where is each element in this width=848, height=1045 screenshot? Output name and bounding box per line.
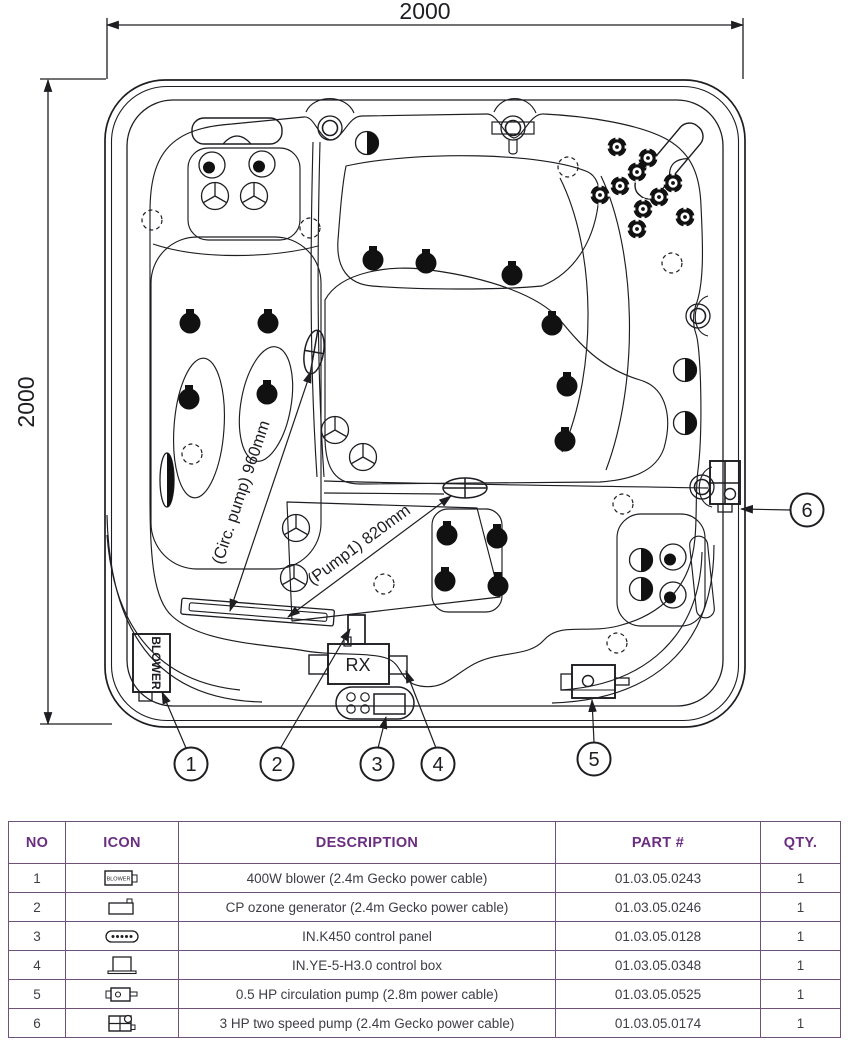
svg-text:BLOWER: BLOWER: [106, 876, 131, 883]
row-qty: 1: [761, 893, 841, 922]
row-no: 5: [9, 980, 66, 1009]
dimension-width: [107, 18, 743, 79]
row-no: 1: [9, 864, 66, 893]
blower-icon: [66, 864, 179, 893]
control-panel: [336, 687, 414, 719]
blower-unit-label: BLOWER: [149, 636, 163, 690]
row-description: 400W blower (2.4m Gecko power cable): [179, 864, 556, 893]
row-qty: 1: [761, 951, 841, 980]
control-panel-icon: [66, 922, 179, 951]
row-qty: 1: [761, 922, 841, 951]
callout-1: 1: [185, 754, 197, 776]
row-no: 4: [9, 951, 66, 980]
row-description: IN.YE-5-H3.0 control box: [179, 951, 556, 980]
wall-light: [160, 453, 174, 507]
row-description: 3 HP two speed pump (2.4m Gecko power cable): [179, 1009, 556, 1038]
table-row: [9, 951, 841, 980]
headrest-top-left: [192, 118, 282, 144]
row-description: IN.K450 control panel: [179, 922, 556, 951]
row-part: 01.03.05.0246: [556, 893, 761, 922]
table-row: [9, 864, 841, 893]
row-qty: 1: [761, 1009, 841, 1038]
row-no: 2: [9, 893, 66, 922]
callout-2: 2: [271, 754, 283, 776]
table-row: [9, 980, 841, 1009]
dimension-height: [40, 79, 112, 724]
two-speed-pump-icon: [66, 1009, 179, 1038]
suction-fitting-pump1: [443, 478, 487, 498]
row-part: 01.03.05.0525: [556, 980, 761, 1009]
circulation-pump-icon: [66, 980, 179, 1009]
control-box-icon: [66, 951, 179, 980]
callout-5: 5: [588, 749, 600, 771]
row-no: 6: [9, 1009, 66, 1038]
valve-stem: [509, 140, 517, 154]
table-header-row: [9, 822, 841, 864]
row-no: 3: [9, 922, 66, 951]
header-description: DESCRIPTION: [179, 822, 556, 864]
dimension-height-label: 2000: [13, 376, 39, 428]
row-description: 0.5 HP circulation pump (2.8m power cable): [179, 980, 556, 1009]
row-qty: 1: [761, 980, 841, 1009]
ozone-generator: [344, 615, 365, 646]
row-part: 01.03.05.0174: [556, 1009, 761, 1038]
row-description: CP ozone generator (2.4m Gecko power cable): [179, 893, 556, 922]
circ-pump-distance-label: (Circ. pump) 960mm: [208, 418, 274, 567]
callout-4: 4: [432, 754, 444, 776]
table-row: [9, 893, 841, 922]
row-part: 01.03.05.0128: [556, 922, 761, 951]
circulation-pump: [561, 665, 629, 698]
row-qty: 1: [761, 864, 841, 893]
header-no: NO: [9, 822, 66, 864]
callout-3: 3: [371, 754, 383, 776]
spa-shell: [105, 80, 745, 727]
header-part: PART #: [556, 822, 761, 864]
callout-6: 6: [801, 500, 813, 522]
side-pillow: [689, 535, 715, 618]
ozone-generator-icon: [66, 893, 179, 922]
header-icon: ICON: [66, 822, 179, 864]
row-part: 01.03.05.0243: [556, 864, 761, 893]
header-qty: QTY.: [761, 822, 841, 864]
control-box-rx-label: RX: [345, 655, 371, 675]
dimension-width-label: 2000: [399, 0, 451, 24]
callout-leaders: [162, 509, 791, 749]
heater-bar: [181, 598, 335, 626]
row-part: 01.03.05.0348: [556, 951, 761, 980]
pump1-distance-label: (Pump1) 820mm: [304, 501, 414, 589]
parts-table: [8, 821, 840, 1038]
table-row: [9, 922, 841, 951]
seat-back-pad-top-left: [188, 148, 300, 240]
table-row: [9, 1009, 841, 1038]
suction-fitting-circ: [301, 329, 327, 376]
